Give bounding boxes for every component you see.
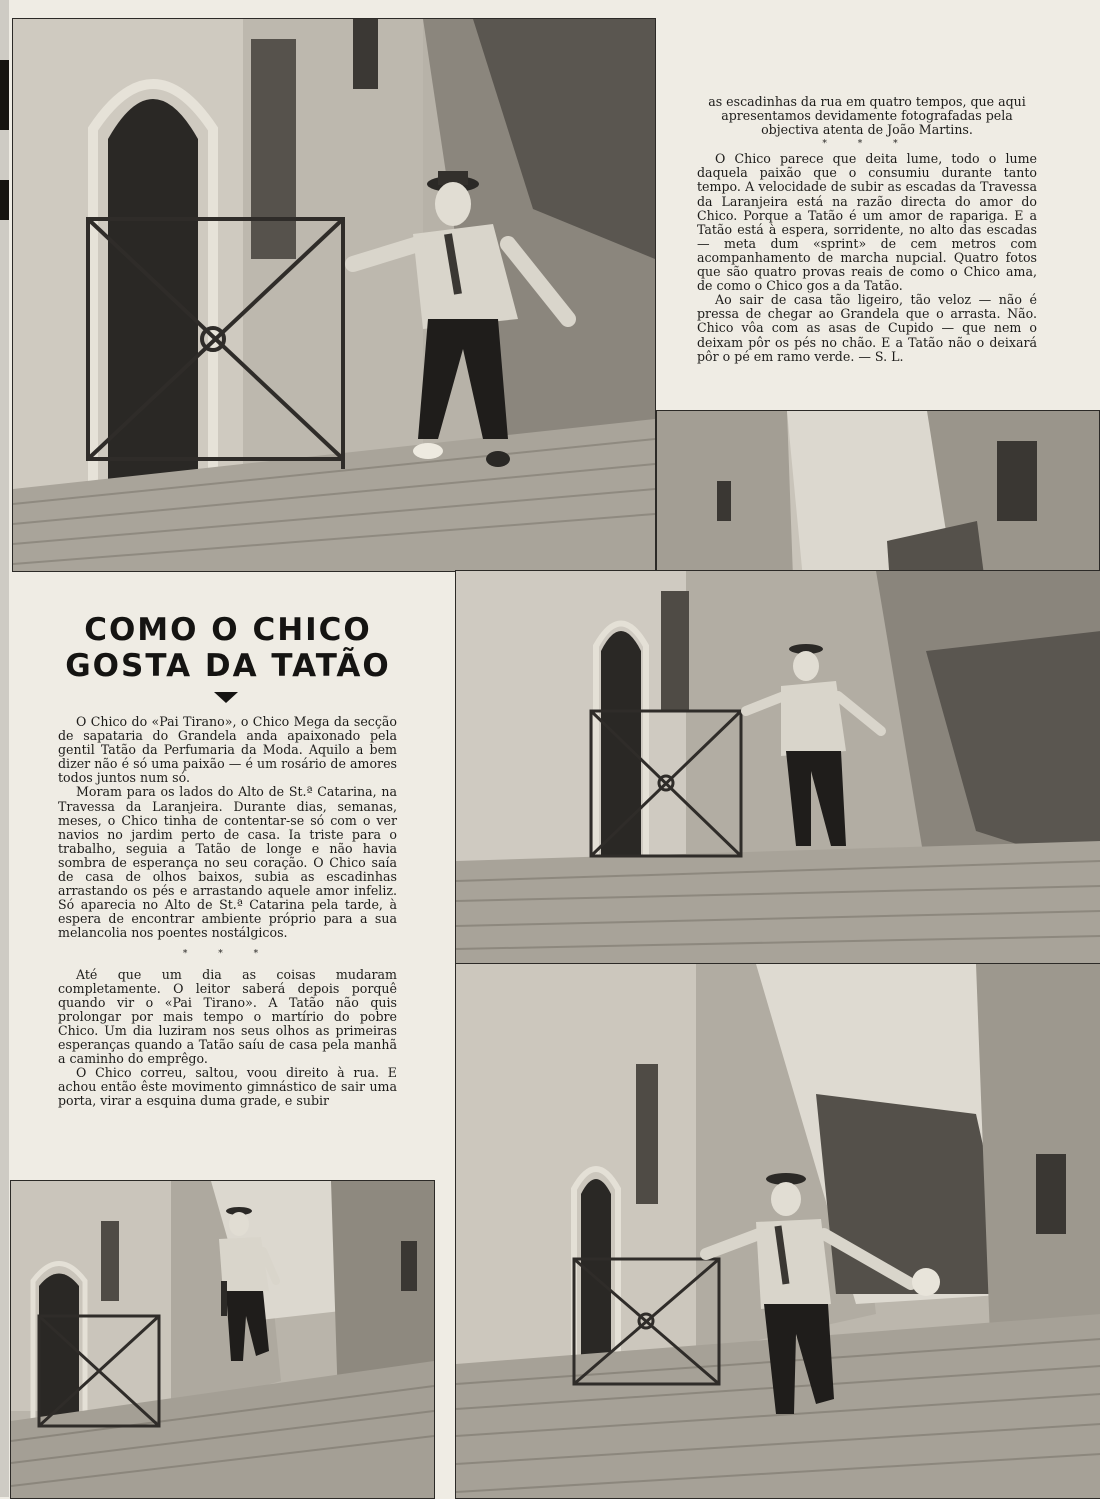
paragraph: Ao sair de casa tão ligeiro, tão veloz — não é pressa de chegar ao Grandela que o arrasta. Não. Chico vôa com as asas de Cupido — que nem o deixam pôr os pés no chão. E a Tatão não o deixará pôr o pé em ramo verde. — S. L. <box>697 292 1037 364</box>
paragraph: as escadinhas da rua em quatro tempos, que aqui apresentamos devidamente fotografadas pela objectiva atenta de João Martins. <box>708 94 1026 138</box>
paragraph: O Chico do «Pai Tirano», o Chico Mega da secção de sapataria do Grandela anda apaixonado pela gentil Tatão da Perfumaria da Moda. Aquilo a bem dizer não é só uma paixão — é um rosário de amores todos juntos num só. <box>58 714 397 786</box>
headline-line: GOSTA DA TATÃO <box>65 648 391 684</box>
photo-chico-running-stairs <box>10 1180 435 1499</box>
top-right-text <box>697 95 1037 364</box>
paragraph: O Chico parece que deita lume, todo o lume daquela paixão que o consumiu durante tanto tempo. A velocidade de subir as escadas da Travessa da Laranjeira está na razão directa do amor do Chico. Porque a Tatão é um amor de rapariga. E a Tatão está à espera, sorridente, no alto das escadas — meta dum «sprint» de cem metros com acompanhamento de marcha nupcial. Quatro fotos que são quatro provas reais de como o Chico ama, de como o Chico gos a da Tatão. <box>697 151 1037 294</box>
page-edge-shadow <box>0 0 9 1497</box>
photo-chico-at-gate <box>455 570 1100 967</box>
headline-line: COMO O CHICO <box>84 612 372 648</box>
photo-chico-running-flowers <box>455 963 1100 1499</box>
page-edge-mark <box>0 180 9 220</box>
article-headline <box>58 612 398 684</box>
star-separator: * * * <box>182 948 273 959</box>
down-triangle-icon <box>214 692 238 703</box>
article-body <box>58 715 397 1108</box>
star-separator: * * * <box>822 139 912 150</box>
photo-chico-leaping-gate <box>12 18 656 572</box>
paragraph: Moram para os lados do Alto de St.ª Catarina, na Travessa da Laranjeira. Durante dias, semanas, meses, o Chico tinha de contentar-se só com o ver navios no jardim perto de casa. Ia triste para o trabalho, seguia a Tatão de longe e não havia sombra de esperança no seu coração. O Chico saía de casa de olhos baixos, subia as escadinhas arrastando os pés e arrastando aquele amor infeliz. Só aparecia no Alto de St.ª Catarina pela tarde, à espera de encontrar ambiente próprio para a sua melancolia nos poentes nostálgicos. <box>58 784 397 941</box>
paragraph: Até que um dia as coisas mudaram completamente. O leitor saberá depois porquê quando vir o «Pai Tirano». A Tatão não quis prolongar por mais tempo o martírio do pobre Chico. Um dia luziram nos seus olhos as primeiras esperanças quando a Tatão saíu de casa pela manhã a caminho do emprêgo. <box>58 966 397 1067</box>
page-edge-mark <box>0 60 9 130</box>
paragraph: O Chico correu, saltou, voou direito à rua. E achou então êste movimento gimnástico de sair uma porta, virar a esquina duma grade, e subir <box>58 1065 397 1109</box>
